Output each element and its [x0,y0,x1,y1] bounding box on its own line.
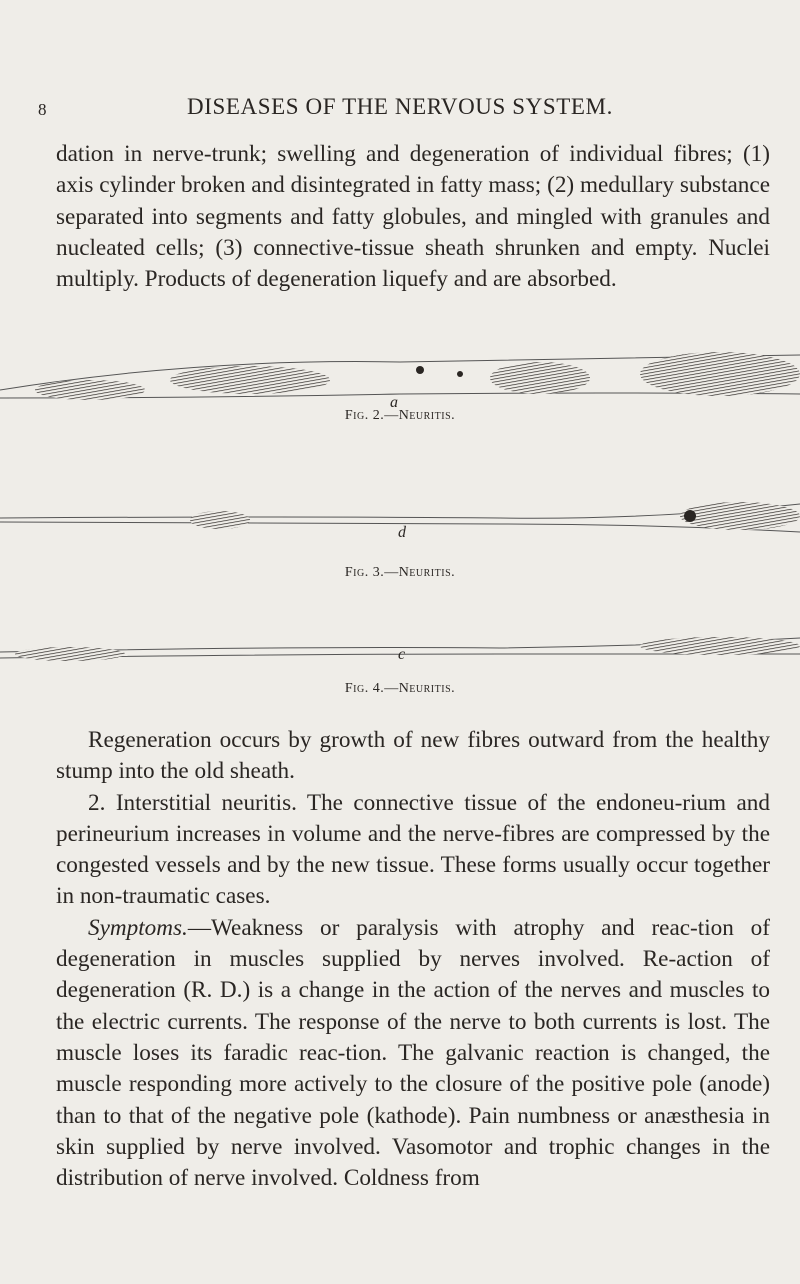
figure-2-illustration [0,350,800,410]
page-number: 8 [38,100,47,119]
paragraph-interstitial: 2. Interstitial neuritis. The connective tissue of the endoneu-rium and perineurium increases in volume and the nerve-fibres are compressed by the congested vessels and by the new tissue. These forms usually occur together in non-traumatic cases. [56,789,770,910]
figure-4-letter: c [398,646,406,663]
paragraph-top: dation in nerve-trunk; swelling and degeneration of individual fibres; (1) axis cylinder broken and disintegrated in fatty mass; (2) medullary substance separated into segments and fatty globules, and mingled with granules and nucleated cells; (3) connective-tissue sheath shrunken and empty. Nuclei multiply. Products of degeneration liquefy and are absorbed. [56,141,770,293]
symptoms-label: Symptoms. [88,914,188,941]
running-head: DISEASES OF THE NERVOUS SYSTEM. [187,94,613,119]
body-text [56,725,770,1194]
figure-3-caption: Fig. 3.—Neuritis. [344,565,456,580]
figure-2-letter: a [390,394,398,411]
figure-2-caption: Fig. 2.—Neuritis. [344,408,456,423]
symptoms-text: —Weakness or paralysis with atrophy and reac-tion of degeneration in muscles supplied by nerves involved. Re-action of degeneration (R. D.) is a change in the action of the nerves and muscles to the electric currents. The response of the nerve to both currents is lost. The muscle loses its faradic reac-tion. The galvanic reaction is changed, the muscle responding more actively to the closure of the positive pole (anode) than to that of the negative pole (kathode). Pain numbness or anæsthesia in skin supplied by nerve involved. Vasomotor and trophic changes in the distribution of nerve involved. Coldness from [56,914,770,1192]
paragraph-regeneration: Regeneration occurs by growth of new fibres outward from the healthy stump into the old sheath. [56,727,770,785]
paragraph-symptoms [56,913,770,1195]
figure-4-caption: Fig. 4.—Neuritis. [344,681,456,696]
figure-3-letter: d [398,524,406,541]
figure-4 [0,632,800,672]
figure-3 [0,496,800,546]
